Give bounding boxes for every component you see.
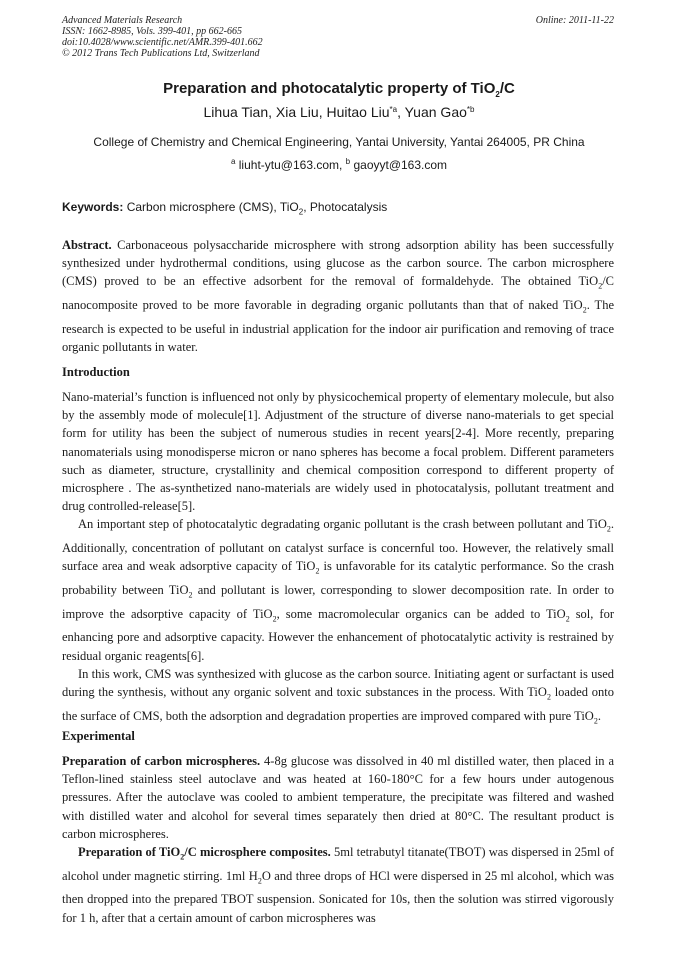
journal-name: Advanced Materials Research — [62, 15, 183, 26]
author-list: Lihua Tian, Xia Liu, Huitao Liu$^{*a}$, Yuan Gao$^{*b}$ — [203, 104, 475, 120]
copyright-line: © 2012 Trans Tech Publications Ltd, Switzerland — [62, 48, 260, 59]
affiliation: College of Chemistry and Chemical Engineering, Yantai University, Yantai 264005, PR China — [93, 135, 585, 149]
journal-header — [62, 15, 614, 59]
abstract — [62, 236, 614, 356]
experimental-body — [62, 752, 614, 927]
paper-title: Preparation and photocatalytic property of TiO$_2$/C — [163, 80, 515, 99]
author-emails: $^a$ liuht-ytu@163.com, $^b$ gaoyyt@163.com — [230, 157, 448, 172]
online-date: Online: 2011-11-22 — [535, 15, 614, 26]
keywords-text: Carbon microsphere (CMS), TiO$_2$, Photocatalysis — [126, 200, 388, 217]
composite-subheading: Preparation of TiO$_2$/C microsphere composites. — [78, 845, 331, 862]
intro-paragraph-3: In this work, CMS was synthesized with glucose as the carbon source. Initiating agent or surfactant is used during the synthesis, without any organic solvent and toxic substances in the process. With TiO$_2$ loaded onto the surface of CMS, both the adsorption and degradation properties are improved compared with pure TiO$_2$. — [62, 666, 614, 726]
abstract-text: Carbonaceous polysaccharide microsphere with strong adsorption ability has been successfully synthesized under hydrothermal conditions, using glucose as the carbon source. The carbon microsphere (CMS) proved to be an effective adsorbent for the removal of formaldehyde. The obtained TiO$_2$/C nanocomposite proved to be more favorable in degrading organic pollutants than that of naked TiO$_2$. The research is expected to be useful in industrial application for the indoor air purification and removing of trace organic pollutants in water. — [62, 238, 614, 355]
carbon-microspheres-subheading: Preparation of carbon microspheres. — [62, 754, 261, 768]
issn-line: ISSN: 1662-8985, Vols. 399-401, pp 662-665 — [62, 26, 242, 37]
intro-paragraph-1: Nano-material’s function is influenced not only by physicochemical property of elementary molecule, but also by the assembly mode of molecule[1]. Adjustment of the structure of diverse nano-materials to get special form for utility has been the subject of numerous studies in recent years[2-4]. More recently, preparing nanomaterials using monodisperse micron or nano spheres has become a focal problem. Different parameters such as diameter, structure, crystallinity and chemical composition correspond to different property of microsphere . The as-synthetized nano-materials are widely used in photocatalysis, pollutant treatment and drug controlled-release[5]. — [62, 390, 614, 514]
abstract-label: Abstract. — [62, 238, 112, 252]
experimental-heading: Experimental — [62, 729, 135, 743]
intro-paragraph-2: An important step of photocatalytic degradating organic pollutant is the crash between pollutant and TiO$_2$. Additionally, concentration of pollutant on catalyst surface is concernful too. However, the relatively small surface area and weak adsorptive capacity of TiO$_2$ is unfavorable for its catalytic performance. So the crash probability between TiO$_2$ and pollutant is lower, corresponding to slower decomposition rate. In order to improve the adsorptive capacity of TiO$_2$, some macromolecular organics can be added to TiO$_2$ sol, for enhancing pore and adsorptive capacity. However the enhancement of photocatalytic activity is restrained by residual organic reagents[6]. — [62, 517, 614, 663]
keywords-label: Keywords: — [62, 200, 124, 214]
introduction-heading: Introduction — [62, 365, 130, 379]
introduction-body — [62, 388, 614, 730]
experimental-paragraph-2: Preparation of TiO$_2$/C microsphere composites. 5ml tetrabutyl titanate(TBOT) was dispersed in 25ml of alcohol under magnetic stirring. 1ml $H_2O$ and three drops of HCl were dispersed in 25 ml alcohol, which was then dropped into the prepared TBOT suspension. Sonicated for 10s, then the solution was stirred vigorously for 1 h, after that a certain amount of carbon microspheres was — [62, 845, 614, 925]
doi-line: doi:10.4028/www.scientific.net/AMR.399-401.662 — [62, 37, 263, 48]
keywords — [62, 199, 614, 220]
experimental-paragraph-1: Preparation of carbon microspheres. 4-8g glucose was dissolved in 40 ml distilled water, then placed in a Teflon-lined stainless steel autoclave and was heated at 160-180°C for a few hours under autogenous pressures. After the autoclave was cooled to ambient temperature, the precipitate was filtered and washed with distilled water and alcohol for several times separately then dried at 80°C. The resultant product is carbon microspheres. — [62, 754, 615, 841]
